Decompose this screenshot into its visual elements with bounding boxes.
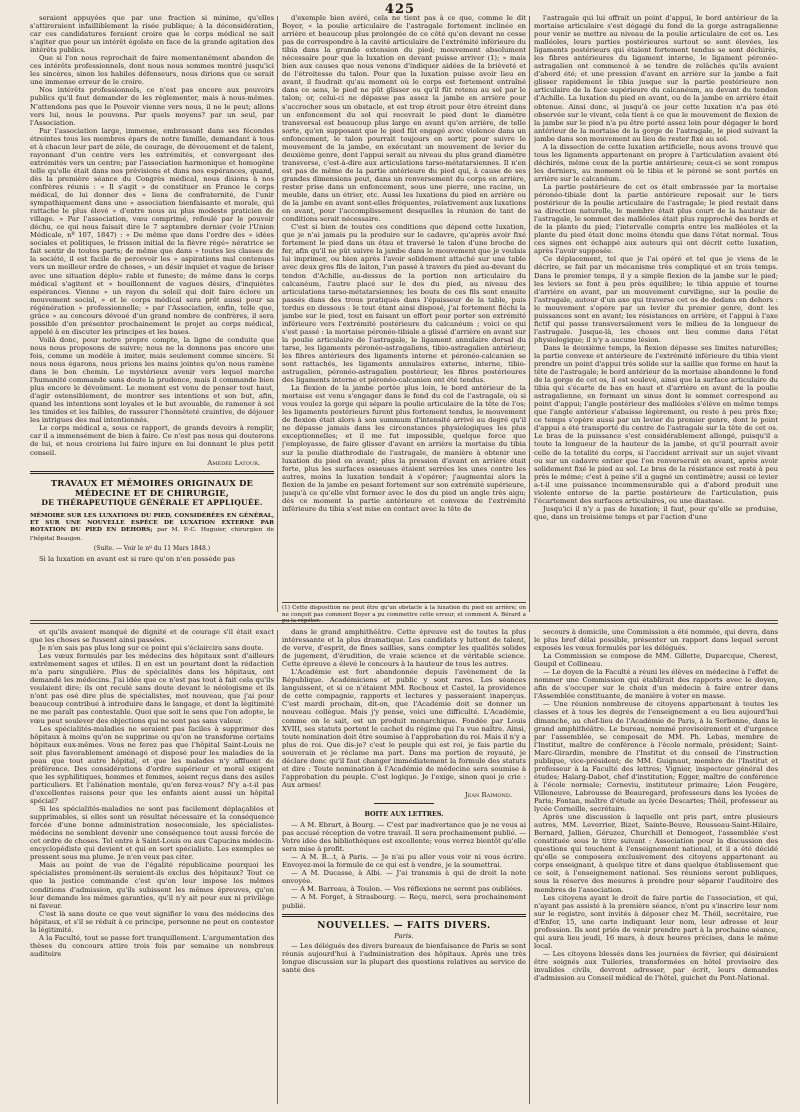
paragraph: Dans le deuxième temps, la flexion dépasse ses limites naturelles; la partie convexe et antérieure de l'extrémité inférieure du tibia vient prendre un point d'appui très solide sur la saillie que forme en haut la tête de l'astragale; le bord antérieur de la mortaise abandonne le fond de la gorge de cet os, il est soulevé, ainsi que la surface articulaire du tibia qui s'écarte de bas en haut et d'arrière en avant de la poulie astragalienne, en formant un sinus dont le sommet correspond au point d'appui; l'angle postérieur des malléoles s'élève en même temps que l'angle antérieur s'abaisse légèrement, ou reste à peu près fixe; ce temps s'opère aussi par un levier du premier genre, dont le point d'appui a été transporté du centre de l'astragale sur la tête de cet os. Le bras de la puissance s'est considérablement allongé, puisqu'il a toute la longueur de la hauteur de la jambe, et qu'il pourrait avoir celle de la totalité du corps, si l'accident arrivait sur un sujet vivant ou sur un cadavre entier que l'on renverserait en avant, après avoir solidement fixé le pied au sol. Le bras de la résistance est resté à peu près le même; c'est à peine s'il a gagné un centimètre; aussi ce levier a-t-il une puissance incommensurable qui a d'abord produit une violente entorse de la partie postérieure de l'articulation, puis l'écartement des surfaces articulaires, ou une diastase. <box>534 343 778 505</box>
feuilleton-divider <box>30 620 778 621</box>
paragraph: L'Académie est fort abandonnée depuis l'avènement de la République. Académiciens et public y sont rares. Les séances languissent, et si ce n'étaient MM. Rochoux et Castel, la providence de cette compagnie, rapports et lectures y passeraient inaperçus. C'est mardi prochain, dit-on, que l'Académie doit se donner un nouveau collègue. Mais j'y pense, voici une difficulté. L'Académie, comme on le sait, est un produit monarchique. Fondée par Louis XVIII, ses statuts portent le cachet du régime qui l'a vue naître. Ainsi, toute nomination doit être soumise à l'approbation du roi. Mais il n'y a plus de roi. Que dis-je? c'est le peuple qui est roi, je fais partie du souverain et je réclame ma part. Dans ma portion de royauté, je déclare donc qu'il faut changer immédiatement la formule des statuts et dire : Toute nomination à l'Académie de médecine sera soumise à l'approbation du peuple. C'est logique. Je l'exige, sinon quoi je crie : Aux armes! <box>282 668 526 789</box>
footnote: (1) Cette disposition ne peut être qu'un obstacle à la luxation du pied en arrière; on ne conçoit pas comment Boyer a pu commettre cette erreur, et comment A. Bérard a pu la répéter. <box>282 602 526 625</box>
paragraph: — Le doyen de la Faculté a réuni les élèves en médecine à l'effet de nommer une Commission qui établirait des rapports avec le doyen, afin de s'occuper sur le choix d'un médecin à faire entrer dans l'Assemblée constituante, de manière à voter en masse. <box>534 668 778 701</box>
letter-item: — A M. Barreau, à Toulon. — Vos réflexions ne seront pas oubliées. <box>291 885 523 894</box>
column-bottom-middle <box>282 628 526 1106</box>
paragraph: C'est si bien de toutes ces conditions que dépend cette luxation, que je n'ai jamais pu la produire sur le cadavre, qu'après avoir fixé fortement le pied dans un étau et traversé le talon d'une broche de fer, afin qu'il ne pût suivre la jambe dans le mouvement que je voulais lui imprimer, ou bien après l'avoir solidement attaché sur une table avec deux gros fils de laiton, l'un passé à travers du pied au-devant du tendon d'Achille, au-dessus de la portion non articulaire du calcanéum, l'autre placé sur le dos du pied, au niveau des articulations tarso-métatarsiennes; les bouts de ces fils sont ensuite passés dans des trous pratiqués dans l'épaisseur de la table, puis tordus en dessous : le tout étant ainsi disposé, j'ai fortement fléchi la jambe sur le pied, tout en faisant un effort pour porter son extrémité inférieure vers l'extrémité postérieure du calcanéum ; voici ce qui s'est passé : la mortaise péronéo-tibiale a glissé d'arrière en avant sur la poulie articulaire de l'astragale, le ligament annulaire dorsal du tarse, les ligaments péronéo-astragaliens, tibio-astragalien antérieur, les fibres antérieurs des ligaments interne et péronéo-calcanien se sont rattachés, les ligaments annulaires externe, interne, tibio-astragalien, péronéo-astragalien postérieur, les fibres postérieures des ligaments interne et péronéo-calcanien ont été tendus. <box>282 223 526 385</box>
section-divider <box>30 471 274 474</box>
column-bottom-right <box>534 628 778 1106</box>
letters-heading: BOITE AUX LETTRES. <box>364 809 444 818</box>
paragraph: — Une réunion nombreuse de citoyens appartenant à toutes les classes et à tous les degrés de l'enseignement a eu lieu aujourd'hui dimanche, au chef-lieu de l'Académie de Paris, à la Sorbonne, dans le grand amphithéâtre. Le bureau, nommé provisoirement et d'urgence par l'assemblée, se composait de MM. Ph. Lebas, membre de l'Institut, maître de conférence à l'école normale, président; Saint-Marc-Girardin, membre de l'Institut et du conseil de l'instruction publique, vice-président; de MM. Guignaut, membre de l'Institut et professeur à la Faculté des lettres; Vignier, inspecteur général des études; Haïarg-Dabot, chef d'institution; Egger, maître de conférence à l'école normale; Corneviu, instituteur primaire; Léon Feugère, Villeneuve, Labrousse de Beauregard, professeurs dans les lycées de Paris; Fontan, maître d'étude au lycée Descartes; Théil, professeur au lycée Corneille, secrétaire. <box>534 700 778 814</box>
paragraph: Nos intérêts professionnels, ce n'est pas encore aux pouvoirs publics qu'il faut demander de les réglementer, mais à nous-mêmes. N'attendons pas que le Pouvoir vienne vers nous, il ne le peut; allons vers lui, nous le pouvons. Par quels moyens? par un seul, par l'Association. <box>30 86 274 127</box>
paragraph: Si les spécialités-maladies ne sont pas facilement déplaçables et supprimables, si elles sont un résultat nécessaire et la conséquence forcée d'une bonne administration nosocomiale, les spécialistes-médecins ne semblent devenir une conséquence tout aussi forcée de cet ordre de choses. Tel entre à Saint-Louis ou aux Capucins médecin-encyclopédiste qui devient et qui en sort spécialiste. Les exemples se pressent sous ma plume. Je n'en veux pas citer. <box>30 805 274 862</box>
paragraph: l'astragale qui lui offrait un point d'appui, le bord antérieur de la mortaise articulaire s'est dégagé du fond de la gorge astragalienne pour venir se mettre au niveau de la poulie articulaire de cet os. Les malléoles, leurs parties postérieures surtout se sont élevées, les ligaments postérieurs qui étaient fortement tendus se sont déchirés, les fibres antérieures du ligament interne, le ligament péronéo-astragalien ont commencé à se tendre de relâchés qu'ils avaient d'abord été; et une pression d'avant en arrière sur la jambe a fait glisser rapidement le tibia jusque sur la partie postérieure non articulaire de la face supérieure du calcanéum, au devant du tendon d'Achille. La luxation du pied en avant, ou de la jambe en arrière était obtenue. Ainsi donc, si jusqu'à ce jour cette luxation n'a pas été observée sur le vivant, cela tient à ce que le mouvement de flexion de la jambe sur le pied n'a pu être porté assez loin pour dégager le bord antérieur de la mortaise de la gorge de l'astragale, le pied suivant la jambe dans son mouvement au lieu de rester fixé au sol. <box>534 14 778 143</box>
news-place: Paris. <box>394 931 414 940</box>
short-divider <box>374 803 434 804</box>
paragraph: et qu'ils avaient manqué de dignité et de courage s'il était exact que les choses se fussent ainsi passées. <box>30 628 274 645</box>
paragraph: Les vœux formulés par les médecins des hôpitaux sont d'ailleurs extrêmement sages et utiles. Il en est un pourtant dont la rédaction m'a paru singulière. Plus de spécialités dans les hôpitaux, ont demandé les médecins. J'ai idée que ce n'est pas tout à fait cela qu'ils voulaient dire; ils ont reculé sans doute devant le néologisme et ils n'ont pas osé dire plus de spécialistes, mot nouveau, que j'ai pour beaucoup contribué à introduire dans le langage, et dont la légitimité ne me paraît pas contestable. Quoi que soit le sens que l'on adopte, le vœu peut soulever des objections qui ne sont pas sans valeur. <box>30 652 274 725</box>
column-divider <box>529 630 530 1104</box>
author-signature: Amédée Latour. <box>207 458 260 467</box>
paragraph: seraient appuyées que par une fraction si minime, qu'elles s'attireraient infailliblement la risée publique; à la déconsidération, car ces candidatures feraient croire que le corps médical ne sait s'agiter que pour un intérêt égoïste en face de la grande agitation des intérêts publics. <box>30 14 274 55</box>
column-divider <box>277 630 278 1104</box>
paragraph: A la Faculté, tout se passe fort tranquillement. L'argumentation des thèses du concours attire trois fois par semaine un nombreux auditoire <box>30 933 274 958</box>
paragraph: Que si l'on nous reprochait de faire momentanément abandon de ces intérêts professionnels, dont nous nous sommes montré jusqu'ici les sincères, sinon les habiles défenseurs, nous dirions que ce serait une immense erreur de le croire. <box>30 54 274 87</box>
paragraph: Ce déplacement, tel que je l'ai opéré et tel que je viens de le décrire, se fait par un mécanisme très compliqué et en trois temps. Dans le premier temps, il y a simple flexion de la jambe sur le pied; les leviers se font à peu près équilibre; le tibia appuie et tourne d'arrière en avant, par un mouvement curviligne, sur la poulie de l'astragale, autour d'un axe qui traverse cet os de dedans en dehors : le mouvement s'opère par un levier du premier genre, dont les puissances sont en avant; les résistances en arrière, et l'appui à l'axe fictif qui passe transversalement vers le milieu de la longueur de l'astragale. Jusque-là, les choses ont lieu comme dans l'état physiologique; il n'y a aucune lésion. <box>534 255 778 344</box>
column-top-left <box>30 14 274 604</box>
paragraph: Les spécialités-maladies ne seraient pas faciles à supprimer des hôpitaux à moins qu'on ne supprime ou qu'on ne transforme certains hôpitaux eux-mêmes. Vous ne ferez pas que l'hôpital Saint-Louis ne soit plus favorablement aménagé et disposé pour les maladies de la peau que tout autre hôpital, et que les malades n'y affluent de préférence. Des considérations d'ordre supérieur et moral exigent que les syphilitiques, hommes et femmes, soient reçus dans des asiles particuliers. Et l'aliénation mentale, qu'en ferez-vous? N'y a-t-il pas d'excellentes raisons pour que les enfants aient aussi un hôpital spécial? <box>30 724 274 805</box>
section-title: TRAVAUX ET MÉMOIRES ORIGINAUX DE MÉDECINE ET DE CHIRURGIE, <box>50 477 254 498</box>
news-heading: NOUVELLES. — FAITS DIVERS. <box>317 920 491 931</box>
article-title-text: MÉMOIRE SUR LES LUXATIONS DU PIED, CONSIDÉRÉES EN GÉNÉRAL, ET SUR UNE NOUVELLE ESPÈCE DE LUXATION EXTERNE PAR ROTATION DU PIED EN DEHORS; <box>30 511 274 534</box>
column-divider <box>529 16 530 612</box>
paragraph: Si la luxation en avant est si rare qu'on n'en possède pas <box>39 554 235 563</box>
article-title <box>30 512 274 543</box>
column-bottom-left <box>30 628 274 1106</box>
paragraph: Mais au point de vue de l'égalité républicaine pourquoi les spécialistes promènent-ils seraient-ils exclus des hôpitaux? Tout ce que la justice commande c'est qu'on leur impose les mêmes conditions d'admission, qu'ils subissent les mêmes épreuves, qu'on leur demande les mêmes garanties, qu'il n'y ait pour eux ni privilège ni faveur. <box>30 861 274 910</box>
letter-item: — A M. Ducasse, à Albi. — J'ai transmis à qui de droit la note envoyée. <box>282 869 526 886</box>
column-divider <box>277 16 278 612</box>
paragraph: d'exemple bien avéré, cela ne tient pas à ce que, comme le dit Boyer, « la poulie articulaire de l'astragale fortement inclinée en arrière et beaucoup plus prolongée de ce côté qu'en devant ne cesse pas de correspondre à la cavité articulaire de l'extrémité inférieure du tibia dans la grande extension du pied; mouvement absolument nécessaire pour que la luxation en devant puisse arriver (1); » mais bien aux causes que nous venons d'indiquer aidées de la brièveté et de l'étroitesse du talon. Pour que la luxation puisse avoir lieu en avant, il faudrait qu'au moment où le corps est fortement entraîné dans ce sens, le pied ne pût glisser ou qu'il fût retenu au sol par le talon; or, celui-ci ne dépasse pas assez la jambe en arrière pour s'accrocher sous un obstacle, et est trop étroit pour être étreint dans un enfoncement du sol qui recevrait le pied dont le diamètre transversal est beaucoup plus large en avant qu'en arrière, de telle sorte, qu'en supposant que le pied fût engagé avec violence dans un enfoncement, le talon pourrait toujours en sortir, pour suivre le mouvement de la jambe, en exécutant un mouvement de levier du deuxième genre, dont l'appui serait au niveau du plus grand diamètre transverse, c'est-à-dire aux articulations tarso-métatarsiennes. Il n'en est pas de même de la partie antérieure du pied qui, à cause de ses grandes dimensions peut, dans un renversement du corps en arrière, rester prise dans un enfoncement, sous une pierre, une racine, un meuble, dans un étrier, etc. Aussi les luxations du pied en arrière ou de la jambe en avant sont-elles fréquentes, relativement aux luxations en avant, pour l'accomplissement desquelles la réunion de tant de conditions serait nécessaire. <box>282 14 526 224</box>
column-top-right <box>534 14 778 598</box>
paragraph: Après une discussion à laquelle ont pris part, entre plusieurs autres, MM. Leverrier, Bizet, Sainte-Beuve, Rousseau-Saint-Hilaire, Bernard, Jallien, Géruzez, Churchill et Demogeot, l'assemblée s'est constituée sous le titre suivant : Association pour la discussion des questions qui touchent à l'enseignement national, et il a été décidé qu'elle se composera exclusivement des citoyens appartenant au corps enseignant, à quelque titre et dans quelque établissement que ce soit, à l'enseignement national. Ses réunions seront publiques, sous la réserve des mesures à prendre pour séparer l'auditoire des membres de l'association. <box>534 813 778 894</box>
paragraph: Par l'association large, immense, embrassant dans ses fécondes étreintes tous les membres épars de notre famille, demandant à tous et à chacun leur part de zèle, de courage, de dévouement et de talent, rayonnant d'un centre vers les extrémités, et convergeant des extrémités vers un centre; par l'association harmonique et homogène telle qu'elle était dans nos prévisions et dans nos espérances, quand, dès la première séance du Congrès médical, nous disions à nos confrères réunis : « Il s'agit » de constituer en France le corps médical, de lui donner des » liens de confraternité, de l'unir sympathiquement dans une » association bienfaisante et morale, qui rattache le plus élevé » d'entre nous au plus modeste praticien de village. » Par l'association, vœu comprimé, refoulé par le pouvoir déchu, ce qui nous faisait dire le 7 septembre dernier (voir l'Union Médicale, nº 107, 1847) : « De même que dans l'ordre des » idées sociales et politiques, le frisson initial de la fièvre régé» nératrice se fait sentir de toutes parts; de même que dans » toutes les classes de la société, il est facile de percevoir les » aspirations mal contenues vers un meilleur ordre de choses, » un désir inquiet et vague de briser avec une situation déplo» rable et funeste; de même dans le corps médical s'agitent et » bouillonnent de vagues désirs, d'inquiètes espérances. Vienne » un rayon du soleil qui doit faire éclore un mouvement social, » et le corps médical sera prêt aussi pour sa régénération » professionnelle; » par l'Association, enfin, telle que, grâce » au concours dévoué d'un grand nombre de confrères, il sera possible d'en présenter prochainement le projet au corps médical, appelé à en discuter les principes et les bases. <box>30 126 274 336</box>
paragraph: C'est là sans doute ce que veut signifier le vœu des médecins des hôpitaux, et s'il se réduit à ce principe, personne ne peut en contester la légitimité. <box>30 909 274 934</box>
paragraph: dans le grand amphithéâtre. Cette épreuve est de toutes la plus intéressante et la plus dramatique. Les candidats y luttent de talent, de verve, d'esprit, de fines saillies, sans compter les qualités solides de jugement, d'érudition, de vraie science et de véritable science. Cette épreuve a élevé le concours à la hauteur de tous les autres. <box>282 628 526 669</box>
section-divider <box>282 914 526 917</box>
paragraph: La flexion de la jambe portée plus loin, le bord antérieur de la mortaise est venu s'engager dans le fond du col de l'astragale, où si vous voulez la gorge qui sépare la poulie articulaire de la tête de l'os; les ligaments postérieurs furent plus fortement tendus, le mouvement de flexion était alors à son summum d'intensité arrivé au degré qu'il ne dépasse jamais dans les circonstances physiologiques les plus exceptionnelles; et il me fut impossible, quelque force que j'employasse, de faire glisser d'avant en arrière la mortaise du tibia sur la poulie diathrodiale de l'astragale, de manière à obtenir une luxation du pied en avant; plus la pression d'avant en arrière était forte, plus les surfaces osseuses étaient serrées les unes contre les autres, moins la luxation tendait à s'opérer; j'augmentai alors la flexion de la jambe en pesant fortement sur son extrémité supérieure, jusqu'à ce qu'elle vînt former avec le dos du pied un angle très aigu; dès ce moment la partie antérieure et convexe de l'extrémité inférieure du tibia s'est mise en contact avec la tête de <box>282 384 526 513</box>
article-author: par M. P.-C. Huguier, chirurgien de l'hôpital Beaujon. <box>30 527 274 542</box>
author-signature: Jean Raimond. <box>465 790 512 799</box>
continuation-note: (Suite. — Voir le nº du 11 Mars 1848.) <box>93 544 211 552</box>
section-subtitle: DE THÉRAPEUTIQUE GÉNÉRALE ET APPLIQUÉE. <box>41 497 263 507</box>
paragraph: — Les délégués des divers bureaux de bienfaisance de Paris se sont réunis aujourd'hui à l'administration des hôpitaux. Après une très longue discussion sur la plupart des questions relatives au service de santé des <box>282 941 526 974</box>
page-number: 425 <box>384 2 416 17</box>
paragraph: secours à domicile, une Commission a été nommée, qui devra, dans le plus bref délai possible, présenter un rapport dans lequel seront exposés les vœux formulés par les délégués. <box>534 628 778 653</box>
letter-item: — A M. B...t, à Paris. — Je n'ai pu aller vous voir ni vous écrire. Envoyez-moi la formule de ce qui est à vendre, je la soumettrai. <box>282 853 526 870</box>
paragraph: Je n'en sais pas plus long sur ce point qui s'éclaircira sans doute. <box>39 644 264 653</box>
paragraph: Le corps médical a, sous ce rapport, de grands devoirs à remplir, car il a immensément de bien à faire. Ce n'est pas nous qui douterons de lui, et nous croirions lui faire injure en lui donnant le plus petit conseil. <box>30 424 274 457</box>
paragraph: Voilà donc, pour notre propre compte, la ligne de conduite que nous nous proposons de suivre; nous ne la donnons pas encore une fois, comme un modèle à imiter, mais seulement comme sincère. Si nous nous égarons, nous prions les mains jointes qu'on nous ramène dans le bon chemin. Le mystérieux avenir vers lequel marche l'humanité commande sans doute la prudence, mais il commande bien plus encore le dévoûment. Le moment est venu de penser tout haut, d'agir ostensiblement, de montrer ses intentions et son but, afin, quand les intentions sont loyales et le but avouable, de ramener à soi les timides et les faibles, de rassurer l'honnêteté craintive, de déjouer les intrigues des mal intentionnés. <box>30 335 274 425</box>
letter-item: — A M. Ebrart, à Bourg. — C'est par inadvertance que je ne vous ai pas accusé réception de votre travail. Il sera prochainement publié. — Votre idée des bibliothèques est excellente; vous verrez bientôt qu'elle sera mise à profit. <box>282 821 526 854</box>
paragraph: La partie postérieure de cet os était embrassée par la mortaise péronéo-tibiale dont la partie antérieure reposait sur le tiers postérieur de la poulie articulaire de l'astragale; le pied restait dans sa direction naturelle, le membre était plus court de la hauteur de l'astragale, le sommet des malléoles était plus rapproché des bords et de la plante du pied; l'intervalle compris entre les malléoles et la plante du pied était donc moins étendu que dans l'état normal. Tous ces signes ont échappé aux auteurs qui ont décrit cette luxation, après l'avoir supposée. <box>534 182 778 256</box>
paragraph: — Les citoyens blessés dans les journées de février, qui désiraient être soignés aux Tuileries, transformées en hôtel provisoire des invalides civils, devront adresser, par écrit, leurs demandes d'admission au Conseil médical de l'hôtel, guichet du Pont-National. <box>534 949 778 983</box>
paragraph: Jusqu'ici il n'y a pas de luxation; il faut, pour qu'elle se produise, que, dans un troisième temps et par l'action d'une <box>534 504 778 521</box>
letter-item: — A M. Forget, à Strasbourg. — Reçu, merci, sera prochainement publié. <box>282 893 526 910</box>
feuilleton-divider <box>30 623 778 624</box>
paragraph: A la dissection de cette luxation artificielle, nous avons trouvé que tous les ligaments appartenant en propre à l'articulation avaient été déchirés, même ceux de la partie antérieure; ceux-ci se sont rompus les derniers, au moment où le tibia et le péroné se sont portés en arrière sur le calcanéum. <box>534 142 778 183</box>
paragraph: La Commission se compose de MM. Gillette, Duparcque, Cherest, Goupil et Collineau. <box>534 652 778 669</box>
column-top-middle <box>282 14 526 624</box>
paragraph: Les citoyens ayant le droit de faire partie de l'association, et qui, n'ayant pas assisté à la première séance, n'ont pu s'inscrire leur nom sur le registre, sont invités à déposer chez M. Théil, secrétaire, rue d'Enfer, 15, une carte indiquant leur nom, leur adresse et leur profession. Ils sont priés de venir prendre part à la prochaine séance, qui aura lieu jeudi, 16 mars, à deux heures précises, dans le même local. <box>534 893 778 950</box>
